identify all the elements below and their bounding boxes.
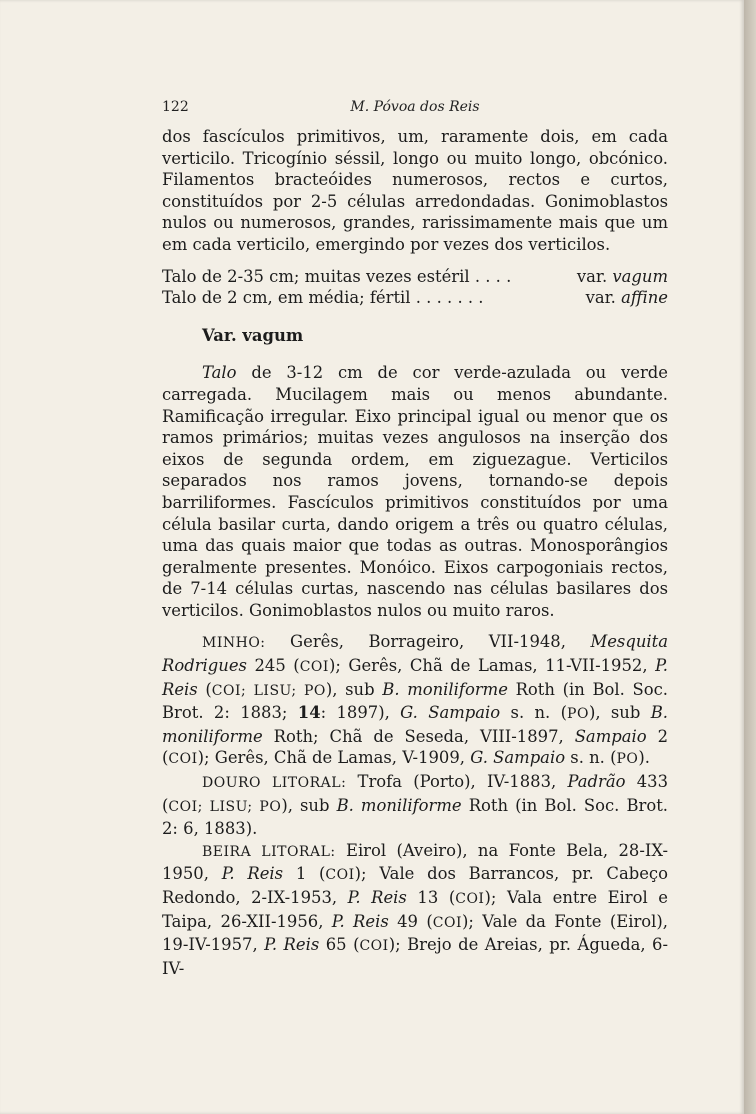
text-run: s. n. ( xyxy=(565,748,617,768)
key-dots: . . . . . . . xyxy=(410,288,484,308)
text-run: 245 ( xyxy=(246,656,300,676)
collector: P. Reis xyxy=(264,935,320,955)
key-lead: Talo de 2 cm, em média; fértil xyxy=(162,288,411,308)
page-body xyxy=(162,126,668,979)
text-run: ); Gerês, Chã de Lamas, 11-VII-1952, xyxy=(328,656,656,676)
text-run: : 1897), xyxy=(320,703,401,723)
text-run: Gerês, Borrageiro, VII-1948, xyxy=(265,632,591,652)
volume-number: 14 xyxy=(297,703,321,723)
region-label: MINHO: xyxy=(202,635,266,652)
key-line-vagum xyxy=(162,266,668,288)
herbarium: COI xyxy=(325,867,355,884)
herbarium: COI xyxy=(299,659,329,676)
specimens-beira-litoral xyxy=(162,840,668,980)
region-label: DOURO LITORAL: xyxy=(202,775,347,792)
talo-label: Talo xyxy=(202,363,237,383)
running-header xyxy=(162,99,668,119)
key-var-name: vagum xyxy=(612,266,668,286)
text-run: ), sub xyxy=(325,679,383,699)
text-run: 13 ( xyxy=(406,888,456,907)
text-run: ), sub xyxy=(588,703,651,723)
herbarium: COI xyxy=(455,891,485,907)
collector: Padrão xyxy=(567,772,626,792)
herbarium: COI xyxy=(359,938,389,955)
herbarium: COI xyxy=(432,914,462,931)
text-run: ); Vala entre Eirol e Taipa, 26-XII-1956, xyxy=(162,888,669,931)
herbarium: COI; LISU; PO xyxy=(211,682,326,699)
key-var-name: affine xyxy=(621,288,668,308)
text-run: 433 ( xyxy=(162,772,668,815)
text-run: Roth; Chã de Seseda, VIII-1897, xyxy=(262,726,575,746)
collector: Sampaio xyxy=(574,726,647,746)
text-run: ); Vale dos Barrancos, pr. Cabeço Redondo, 2-IX-1953, xyxy=(162,864,668,907)
text-run: ); Gerês, Chã de Lamas, V-1909, xyxy=(197,748,471,768)
key-var-prefix: var. xyxy=(576,266,613,286)
text-run: 49 ( xyxy=(388,911,433,931)
key-var-prefix: var. xyxy=(585,288,622,308)
herbarium: COI; LISU; PO xyxy=(168,798,282,815)
text-run: Eirol (Aveiro), na Fonte Bela, 28-IX-1950, xyxy=(162,840,668,884)
collector: G. Sampaio xyxy=(470,748,566,768)
key-line-affine xyxy=(162,287,668,309)
page-number: 122 xyxy=(162,99,189,115)
collector: G. Sampaio xyxy=(400,703,501,723)
text-run: 2 ( xyxy=(162,726,669,768)
text-run: ); Brejo de Areias, pr. Águeda, 6-IV- xyxy=(162,935,669,978)
text-run: ), sub xyxy=(281,795,337,815)
collector: P. Reis xyxy=(221,864,284,884)
text-run: Roth (in Bol. Soc. Brot. 2: 1883; xyxy=(162,679,668,723)
intro-paragraph: dos fascículos primitivos, um, raramente dois, em cada verticilo. Tricogínio séssil, longo ou muito longo, obcónico. Filamentos bracteóides numerosos, rectos e curtos, constituídos por 2-5 células arredondadas. Gonimoblastos nulos ou numerosos, grandes, rarissimamente mais que um em cada verticilo, emergindo por vezes dos verticilos. xyxy=(162,127,668,254)
collector: Mesquita Rodrigues xyxy=(162,632,668,676)
species-name: B. moniliforme xyxy=(382,679,508,699)
text-run: ); Vale da Fonte (Eirol), 19-IV-1957, xyxy=(162,911,669,955)
text-run: 1 ( xyxy=(283,864,326,884)
running-author: M. Póvoa dos Reis xyxy=(350,99,480,115)
variety-heading: Var. vagum xyxy=(202,325,304,345)
species-name: B. moniliforme xyxy=(162,703,668,746)
herbarium: PO xyxy=(616,751,639,768)
text-run: ). xyxy=(638,748,651,768)
text-run: 65 ( xyxy=(319,935,360,955)
text-run: ( xyxy=(197,679,212,699)
collector: P. Reis xyxy=(347,888,407,907)
collector: P. Reis xyxy=(331,911,389,931)
text-run: Trofa (Porto), IV-1883, xyxy=(346,772,568,792)
specimens-douro-litoral xyxy=(162,771,668,840)
region-label: BEIRA LITORAL: xyxy=(202,843,336,860)
key-lead: Talo de 2-35 cm; muitas vezes estéril xyxy=(162,266,470,286)
description-text: de 3-12 cm de cor verde-azulada ou verde carregada. Mucilagem mais ou menos abundante. Ramificação irregular. Eixo principal igual ou menor que os ramos primários; muitas vezes angulosos na inserção dos eixos de segunda ordem, em ziguezague. Verticilos separados nos ramos jovens, tornando-se depois barriliformes. Fascículos primitivos constituídos por uma célula basilar curta, dando origem a três ou quatro células, uma das quais maior que todas as outras. Monosporângios geralmente presentes. Monóico. Eixos carpogoniais rectos, de 7-14 células curtas, nascendo nas células basilares dos verticilos. Gonimoblastos nulos ou muito raros. xyxy=(162,363,668,620)
key-dots: . . . . xyxy=(469,266,512,286)
species-name: B. moniliforme xyxy=(336,795,462,815)
description-paragraph xyxy=(162,362,668,621)
page-edge xyxy=(744,0,756,1114)
text-run: s. n. ( xyxy=(500,703,568,723)
text-run: Roth (in Bol. Soc. Brot. 2: 6, 1883). xyxy=(162,795,668,839)
herbarium: COI xyxy=(168,751,198,768)
specimens-minho xyxy=(162,631,668,771)
herbarium: PO xyxy=(567,706,589,723)
collector: P. Reis xyxy=(162,656,668,699)
